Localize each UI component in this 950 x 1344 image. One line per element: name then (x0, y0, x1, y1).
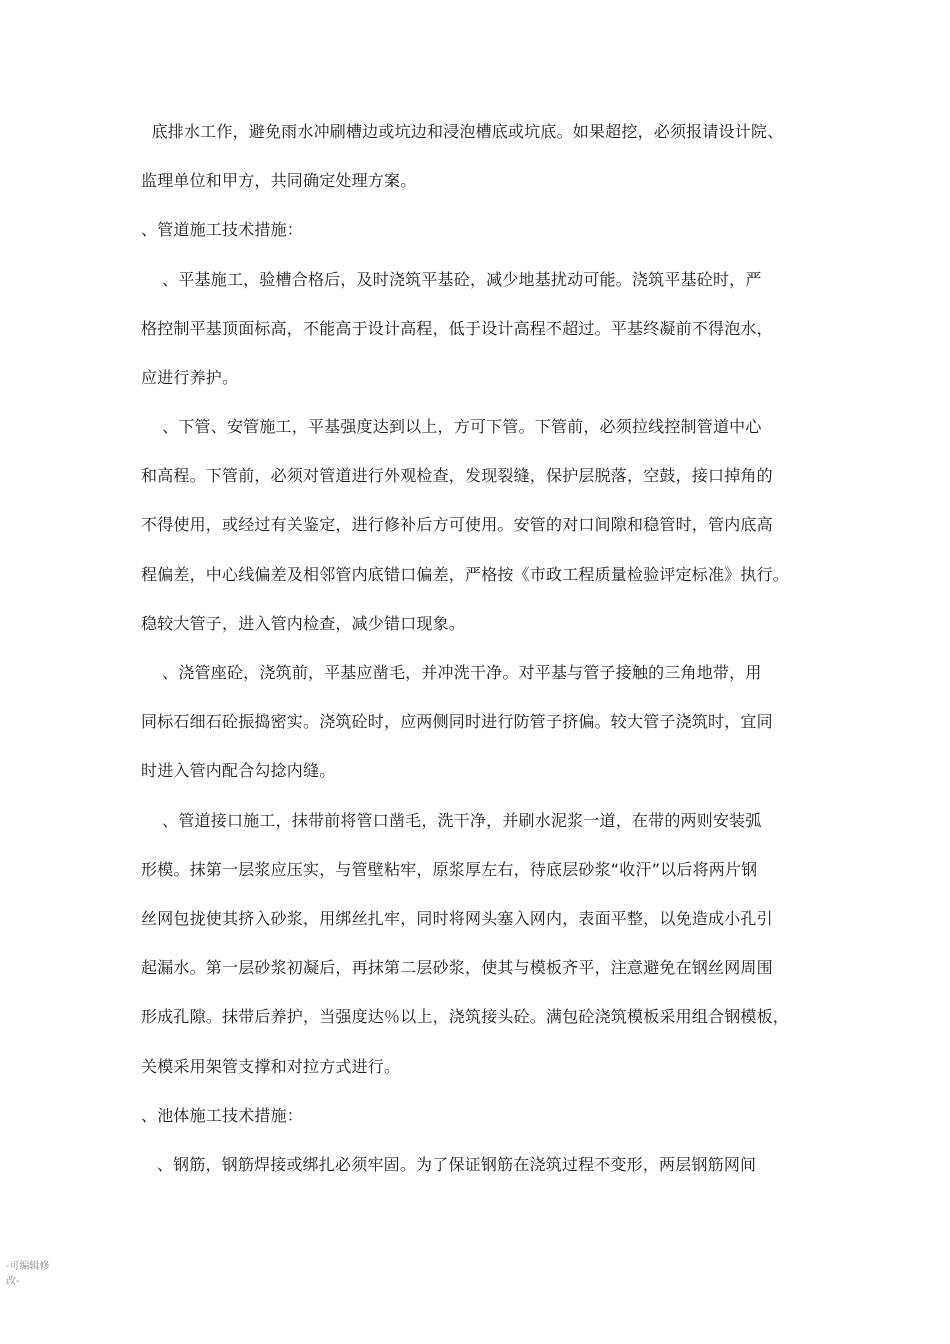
paragraph-line: 形模。抹第一层浆应压实，与管壁粘牢，原浆厚左右，待底层砂浆“收汗”以后将两片钢 (141, 860, 758, 879)
paragraph-line: 应进行养护。 (141, 368, 239, 387)
paragraph-line: 丝网包拢使其挤入砂浆，用绑丝扎牢，同时将网头塞入网内，表面平整，以免造成小孔引 (141, 909, 773, 928)
paragraph-line: 、管道接口施工，抹带前将管口凿毛，洗干净，并刷水泥浆一道，在带的两则安装弧 (141, 811, 762, 830)
paragraph-line: 监理单位和甲方，共同确定处理方案。 (141, 171, 417, 190)
footer-note: -可编辑修 (6, 1261, 50, 1272)
paragraph-line: 底排水工作，避免雨水冲刷槽边或坑边和浸泡槽底或坑底。如果超挖，必须报请设计院、 (141, 122, 784, 141)
paragraph-line: 程偏差，中心线偏差及相邻管内底错口偏差，严格按《市政工程质量检验评定标准》执行。 (141, 565, 790, 584)
paragraph-line: 格控制平基顶面标高，不能高于设计高程，低于设计高程不超过。平基终凝前不得泡水， (141, 319, 773, 338)
paragraph-line: 形成孔隙。抹带后养护，当强度达％以上，浇筑接头砼。满包砼浇筑模板采用组合钢模板， (141, 1007, 790, 1026)
paragraph-line: 、钢筋，钢筋焊接或绑扎必须牢固。为了保证钢筋在浇筑过程不变形，两层钢筋网间 (141, 1155, 757, 1174)
section-heading: 、管道施工技术措施： (141, 220, 304, 239)
paragraph-line: 稳较大管子，进入管内检查，减少错口现象。 (141, 614, 466, 633)
paragraph-line: 起漏水。第一层砂浆初凝后，再抹第二层砂浆，使其与模板齐平，注意避免在钢丝网周围 (141, 958, 773, 977)
footer-note: 改- (6, 1276, 20, 1287)
paragraph-line: 、下管、安管施工，平基强度达到以上，方可下管。下管前，必须拉线控制管道中心 (141, 417, 762, 436)
paragraph-line: 不得使用，或经过有关鉴定，进行修补后方可使用。安管的对口间隙和稳管时，管内底高 (141, 515, 773, 534)
section-heading: 、池体施工技术措施： (141, 1106, 304, 1125)
paragraph-line: 同标石细石砼振捣密实。浇筑砼时，应两侧同时进行防管子挤偏。较大管子浇筑时，宜同 (141, 712, 773, 731)
paragraph-line: 和高程。下管前，必须对管道进行外观检查，发现裂缝，保护层脱落，空鼓，接口掉角的 (141, 466, 773, 485)
paragraph-line: 、平基施工，验槽合格后，及时浇筑平基砼，减少地基扰动可能。浇筑平基砼时，严 (141, 270, 762, 289)
paragraph-line: 、浇管座砼，浇筑前，平基应凿毛，并冲洗干净。对平基与管子接触的三角地带，用 (141, 663, 762, 682)
paragraph-line: 关模采用架管支撑和对拉方式进行。 (141, 1057, 401, 1076)
paragraph-line: 时进入管内配合勾捻内缝。 (141, 761, 336, 780)
